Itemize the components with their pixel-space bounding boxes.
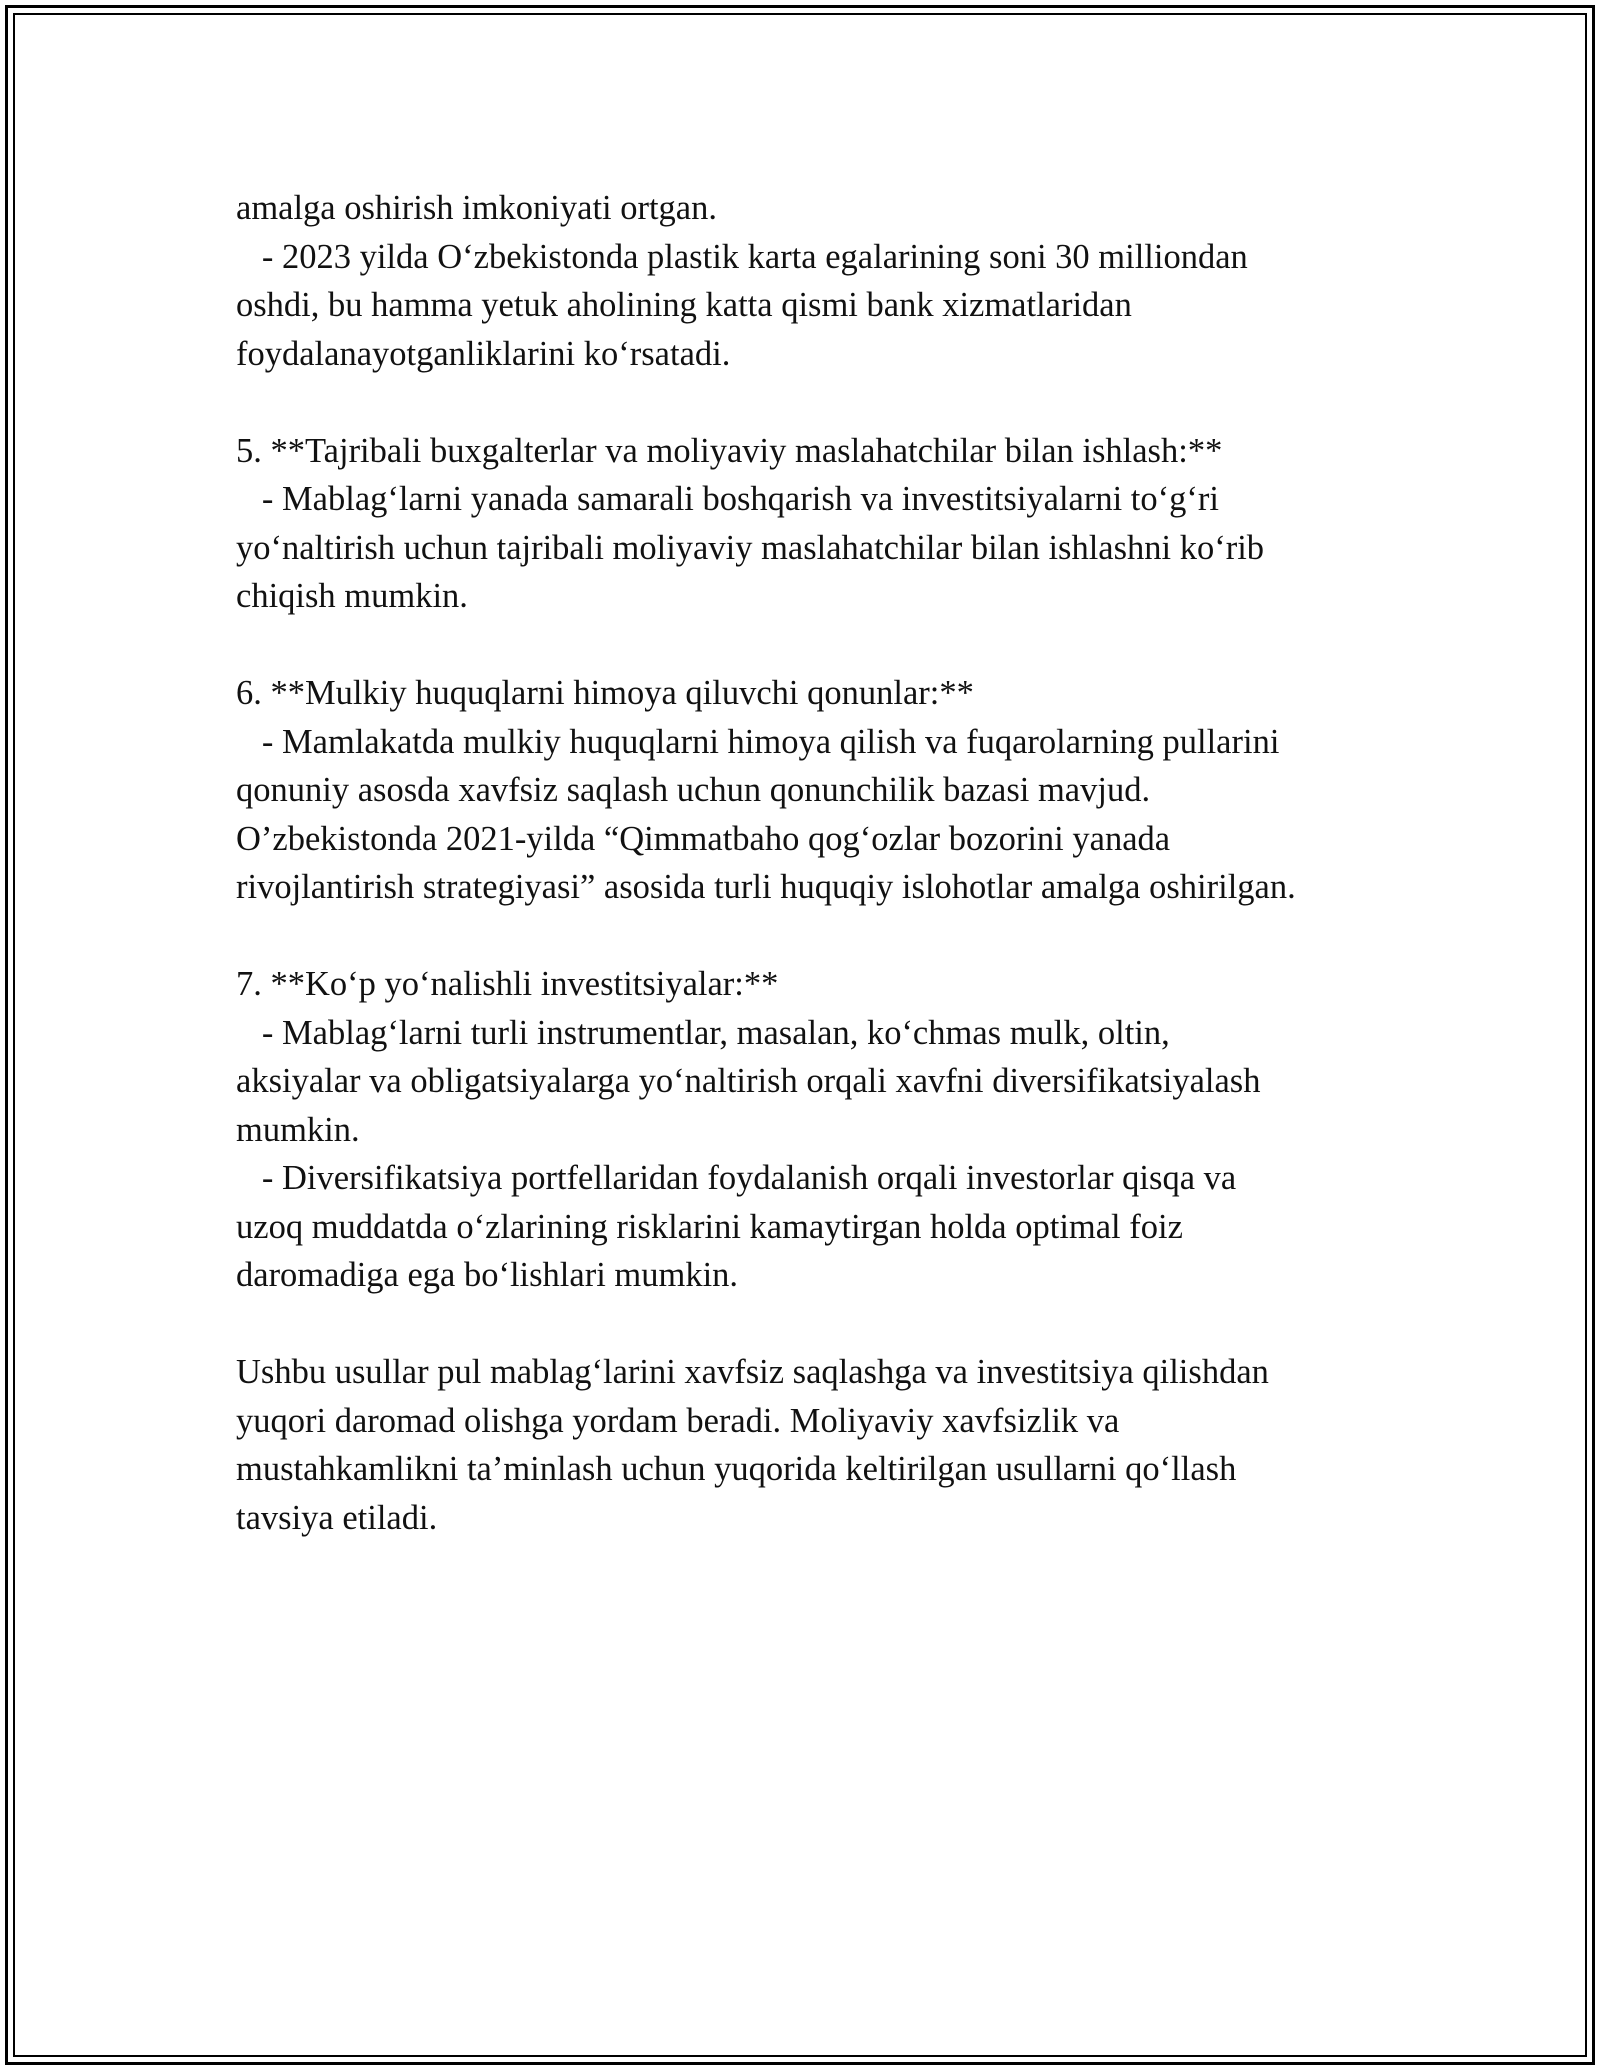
list-item-heading: 6. **Mulkiy huquqlarni himoya qiluvchi qonunlar:**	[236, 674, 974, 712]
text-line: O’zbekistonda 2021-yilda “Qimmatbaho qog‘ozlar bozorini yanada	[236, 819, 1171, 858]
list-item-heading: 7. **Ko‘p yo‘nalishli investitsiyalar:**	[236, 965, 779, 1003]
paragraph-spacer	[236, 621, 1436, 670]
paragraph-spacer	[236, 1300, 1436, 1349]
paragraph-conclusion	[236, 1348, 1436, 1542]
text-line: - 2023 yilda O‘zbekistonda plastik karta egalarining soni 30 milliondan	[236, 237, 1248, 276]
paragraph-intro-continuation	[236, 184, 1436, 378]
document-body	[236, 184, 1436, 1542]
text-line: yo‘naltirish uchun tajribali moliyaviy maslahatchilar bilan ishlashni ko‘rib	[236, 528, 1265, 567]
text-line: tavsiya etiladi.	[236, 1498, 438, 1537]
text-line: rivojlantirish strategiyasi” asosida turli huquqiy islohotlar amalga oshirilgan.	[236, 868, 1296, 906]
text-line: - Mamlakatda mulkiy huquqlarni himoya qilish va fuqarolarning pullarini	[236, 722, 1280, 761]
text-line: aksiyalar va obligatsiyalarga yo‘naltirish orqali xavfni diversifikatsiyalash	[236, 1062, 1261, 1100]
text-line: uzoq muddatda o‘zlarining risklarini kamaytirgan holda optimal foiz	[236, 1207, 1183, 1246]
text-line: yuqori daromad olishga yordam beradi. Moliyaviy xavfsizlik va	[236, 1401, 1120, 1440]
text-line: amalga oshirish imkoniyati ortgan.	[236, 189, 717, 227]
text-line: - Mablag‘larni yanada samarali boshqarish va investitsiyalarni to‘g‘ri	[236, 480, 1219, 518]
list-item-6	[236, 669, 1436, 912]
paragraph-spacer	[236, 912, 1436, 961]
text-line: Ushbu usullar pul mablag‘larini xavfsiz saqlashga va investitsiya qilishdan	[236, 1353, 1269, 1391]
list-item-7	[236, 960, 1436, 1300]
text-line: mustahkamlikni ta’minlash uchun yuqorida keltirilgan usullarni qo‘llash	[236, 1450, 1237, 1488]
paragraph-spacer	[236, 378, 1436, 427]
text-line: chiqish mumkin.	[236, 577, 468, 615]
text-line: - Mablag‘larni turli instrumentlar, masalan, ko‘chmas mulk, oltin,	[236, 1013, 1170, 1052]
text-line: daromadiga ega bo‘lishlari mumkin.	[236, 1256, 739, 1294]
text-line: mumkin.	[236, 1110, 360, 1149]
text-line: qonuniy asosda xavfsiz saqlash uchun qonunchilik bazasi mavjud.	[236, 771, 1151, 809]
list-item-5	[236, 427, 1436, 621]
text-line: - Diversifikatsiya portfellaridan foydalanish orqali investorlar qisqa va	[236, 1159, 1237, 1197]
text-line: foydalanayotganliklarini ko‘rsatadi.	[236, 334, 731, 373]
list-item-heading: 5. **Tajribali buxgalterlar va moliyaviy maslahatchilar bilan ishlash:**	[236, 431, 1223, 470]
text-line: oshdi, bu hamma yetuk aholining katta qismi bank xizmatlaridan	[236, 286, 1132, 324]
